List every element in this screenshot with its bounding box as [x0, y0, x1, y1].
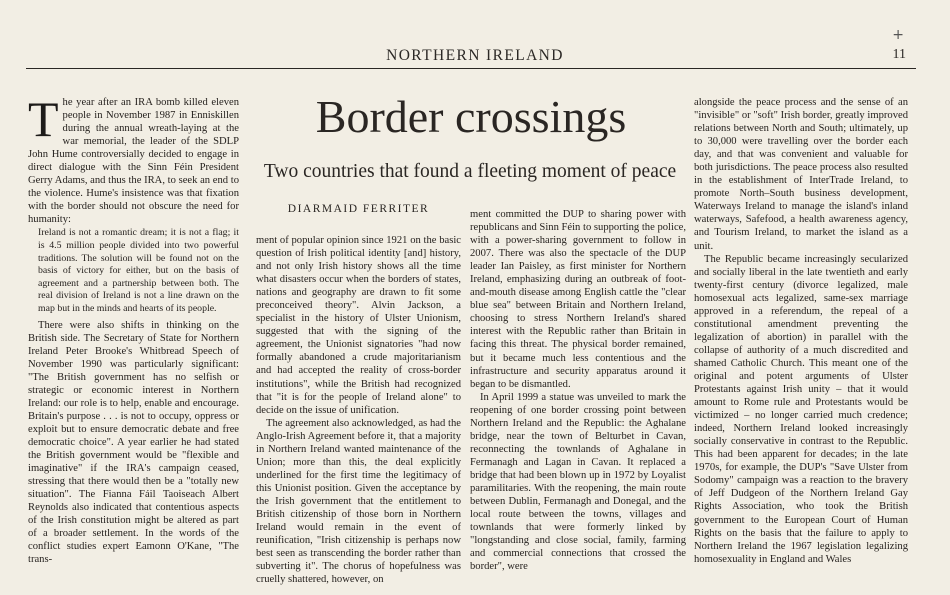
crop-mark: + [892, 27, 904, 43]
paragraph: alongside the peace process and the sense of an "invisible" or "soft" Irish border, greatly improved relations between North and South; ultimately, up to 30,000 were travelling over the border each day, and that was convenient and valuable for both jurisdictions. The peace process also resulted in the establishment of InterTrade Ireland, to promote North–South business development, Waterways Ireland to manage the island's inland waterways, Safefood, a health awareness agency, and Tourism Ireland, to market the island as a unit. [694, 97, 908, 252]
drop-cap: T [28, 96, 59, 147]
article-column-2 [256, 234, 461, 595]
paragraph [28, 96, 239, 226]
paragraph: The agreement also acknowledged, as had the Anglo-Irish Agreement before it, that a majority in Northern Ireland wanted maintenance of the Union; more than this, the deal explicitly underlined for the first time the legitimacy of this Unionist position. Given the acceptance by the Irish government that the entitlement to British citizenship of those born in Northern Ireland would remain in the event of reunification, "Irish citizenship is perhaps now best seen as transcending the border rather than subverting it". The chorus of hopefulness was cruelly shattered, however, on [256, 417, 461, 586]
byline: DIARMAID FERRITER [287, 203, 430, 215]
header-rule [26, 68, 916, 69]
paragraph: In April 1999 a statue was unveiled to mark the reopening of one border crossing point between Northern Ireland and the Republic: the Aghalane bridge, near the town of Belturbet in Cavan, reconnecting the townlands of Aghalane in Fermanagh and Lagan in Cavan. It replaced a bridge that had been blown up in 1972 by Loyalist paramilitaries. With the reopening, the main route between Dublin, Fermanagh and Donegal, and the local route between the towns, villages and townlands that were formerly linked by "longstanding and close social, family, farming and commercial connections that crossed the border", were [470, 391, 686, 573]
paragraph: ment of popular opinion since 1921 on the basic question of Irish political identity [and] history, and not only Irish history shows all the time what disasters occur when the borders of states, nations and geography are drawn to fit some preconceived theory". Alvin Jackson, a specialist in the history of Ulster Unionism, suggested that with the signing of the agreement, the Unionist signatories "had now formally abandoned a crude majoritarianism and had accepted the reality of cross-border institutions", while the British had recognized that "it is for the people of Ireland alone" to decide on the issue of unification. [256, 235, 461, 416]
paragraph: There were also shifts in thinking on the British side. The Secretary of State for Northern Ireland Peter Brooke's Whitbread Speech of November 1990 was particularly significant: "The British government has no selfish or strategic or economic interest in Northern Ireland: our role is to help, enable and encourage. Britain's purpose . . . is not to occupy, oppress or exploit but to ensure democratic debate and free democratic choice". A year earlier he had stated the British government would be "flexible and imaginative" if the IRA's campaign ceased, stressing that there would then be a "totally new situation". The Fianna Fáil Taoiseach Albert Reynolds also indicated that contentious aspects of the Irish constitution might be altered as part of a broader settlement. In the words of the conflict studies expert Eamonn O'Kane, "The trans- [28, 319, 239, 566]
article-column-3 [470, 208, 686, 595]
headline: Border crossings [315, 91, 627, 142]
standfirst: Two countries that found a fleeting moment of peace [263, 161, 677, 182]
paragraph-text: he year after an IRA bomb killed eleven people in November 1987 in Enniskillen during the annual wreath-laying at the war memorial, the leader of the SDLP John Hume controversially decided to engage in direct dialogue with the Sinn Féin President Gerry Adams, and thus the IRA, to seek an end to the violence. Hume's insistence was that fixation with the border should not obscure the need for humanity: [28, 97, 239, 226]
paragraph: The Republic became increasingly secularized and socially liberal in the late twentieth and early twenty-first century (divorce legalized, male homosexual acts legalized, same-sex marriage approved in a referendum, the repeal of a constitutional amendment preventing the legalization of abortion) in parallel with the collapse of authority of a much discredited and shamed Catholic Church. This meant one of the original and potent arguments of Ulster Protestants against Irish unity – that it would amount to Rome rule and Protestants would be victimized – no longer carried much credence; indeed, Northern Ireland looked increasingly socially conservative in contrast to the Republic. This had been apparent for decades; in the late 1970s, for example, the DUP's "Save Ulster from Sodomy" campaign was a reaction to the bravery of Jeff Dudgeon of the Northern Ireland Gay Rights Association, who took the British government to the European Court of Human Rights on the basis that the failure to apply to Northern Ireland the 1967 legislation legalizing homosexuality in England and Wales [694, 253, 908, 565]
paragraph: ment committed the DUP to sharing power with republicans and Sinn Féin to supporting the police, with a power-sharing government to follow in 2007. There was also the spectacle of the DUP leader Ian Paisley, as first minister for Northern Ireland, emphasizing during an outbreak of foot-and-mouth disease among English cattle the "clear blue sea" between Britain and Northern Ireland, choosing to stress Northern Ireland's shared interest with the Republic rather than Britain in facing this threat. The physical border remained, but it became much less contentious and the infrastructure and security apparatus around it began to be dismantled. [470, 209, 686, 390]
article-column-1 [28, 96, 239, 595]
block-quote: Ireland is not a romantic dream; it is not a flag; it is 4.5 million people divided into two powerful traditions. The solution will be found not on the basis of victory for either, but on the basis of agreement and a partnership between both. The real division of Ireland is not a line drawn on the map but in the minds and hearts of its people. [38, 227, 239, 315]
page-number: 11 [892, 47, 906, 62]
article-column-4 [694, 96, 908, 595]
section-label: NORTHERN IRELAND [386, 47, 564, 64]
